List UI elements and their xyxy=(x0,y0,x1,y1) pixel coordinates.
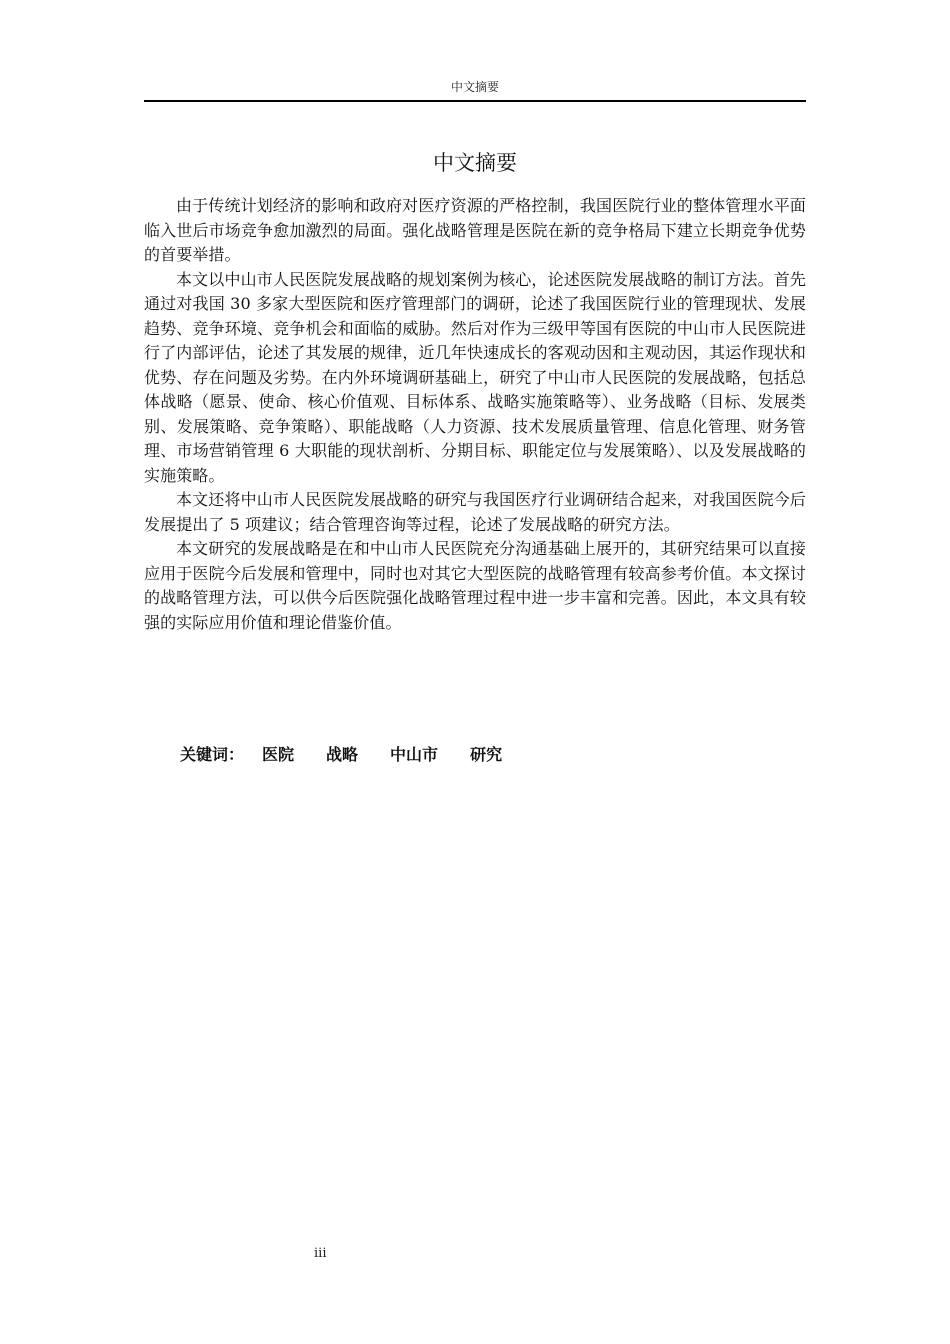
keyword-3: 中山市 xyxy=(390,745,439,764)
page-number: iii xyxy=(314,1246,327,1261)
running-header: 中文摘要 xyxy=(450,80,499,94)
abstract-paragraph-1: 由于传统计划经济的影响和政府对医疗资源的严格控制，我国医院行业的整体管理水平面临入世后市场竞争愈加激烈的局面。强化战略管理是医院在新的竞争格局下建立长期竞争优势的首要举措。 xyxy=(144,196,806,264)
abstract-body xyxy=(144,194,806,635)
keyword-1: 医院 xyxy=(262,745,295,764)
abstract-paragraph-4: 本文研究的发展战略是在和中山市人民医院充分沟通基础上展开的，其研究结果可以直接应用于医院今后发展和管理中，同时也对其它大型医院的战略管理有较高参考价值。本文探讨的战略管理方法，可以供今后医院强化战略管理过程中进一步丰富和完善。因此，本文具有较强的实际应用价值和理论借鉴价值。 xyxy=(144,539,806,632)
keyword-2: 战略 xyxy=(326,745,359,764)
keywords-label: 关键词： xyxy=(180,745,245,764)
abstract-paragraph-3: 本文还将中山市人民医院发展战略的研究与我国医疗行业调研结合起来，对我国医院今后发展提出了 5 项建议；结合管理咨询等过程，论述了发展战略的研究方法。 xyxy=(144,490,806,534)
abstract-paragraph-2: 本文以中山市人民医院发展战略的规划案例为核心，论述医院发展战略的制订方法。首先通过对我国 30 多家大型医院和医疗管理部门的调研，论述了我国医院行业的管理现状、发展趋势、竞争环境、竞争机会和面临的威胁。然后对作为三级甲等国有医院的中山市人民医院进行了内部评估，论述了其发展的规律，近几年快速成长的客观动因和主观动因，其运作现状和优势、存在问题及劣势。在内外环境调研基础上，研究了中山市人民医院的发展战略，包括总体战略（愿景、使命、核心价值观、目标体系、战略实施策略等）、业务战略（目标、发展类别、发展策略、竞争策略）、职能战略（人力资源、技术发展质量管理、信息化管理、财务管理、市场营销管理 6 大职能的现状剖析、分期目标、职能定位与发展策略）、以及发展战略的实施策略。 xyxy=(144,269,806,485)
header-rule xyxy=(144,100,806,102)
keyword-4: 研究 xyxy=(470,745,503,764)
page-title: 中文摘要 xyxy=(433,151,517,175)
keywords-line xyxy=(180,742,534,765)
